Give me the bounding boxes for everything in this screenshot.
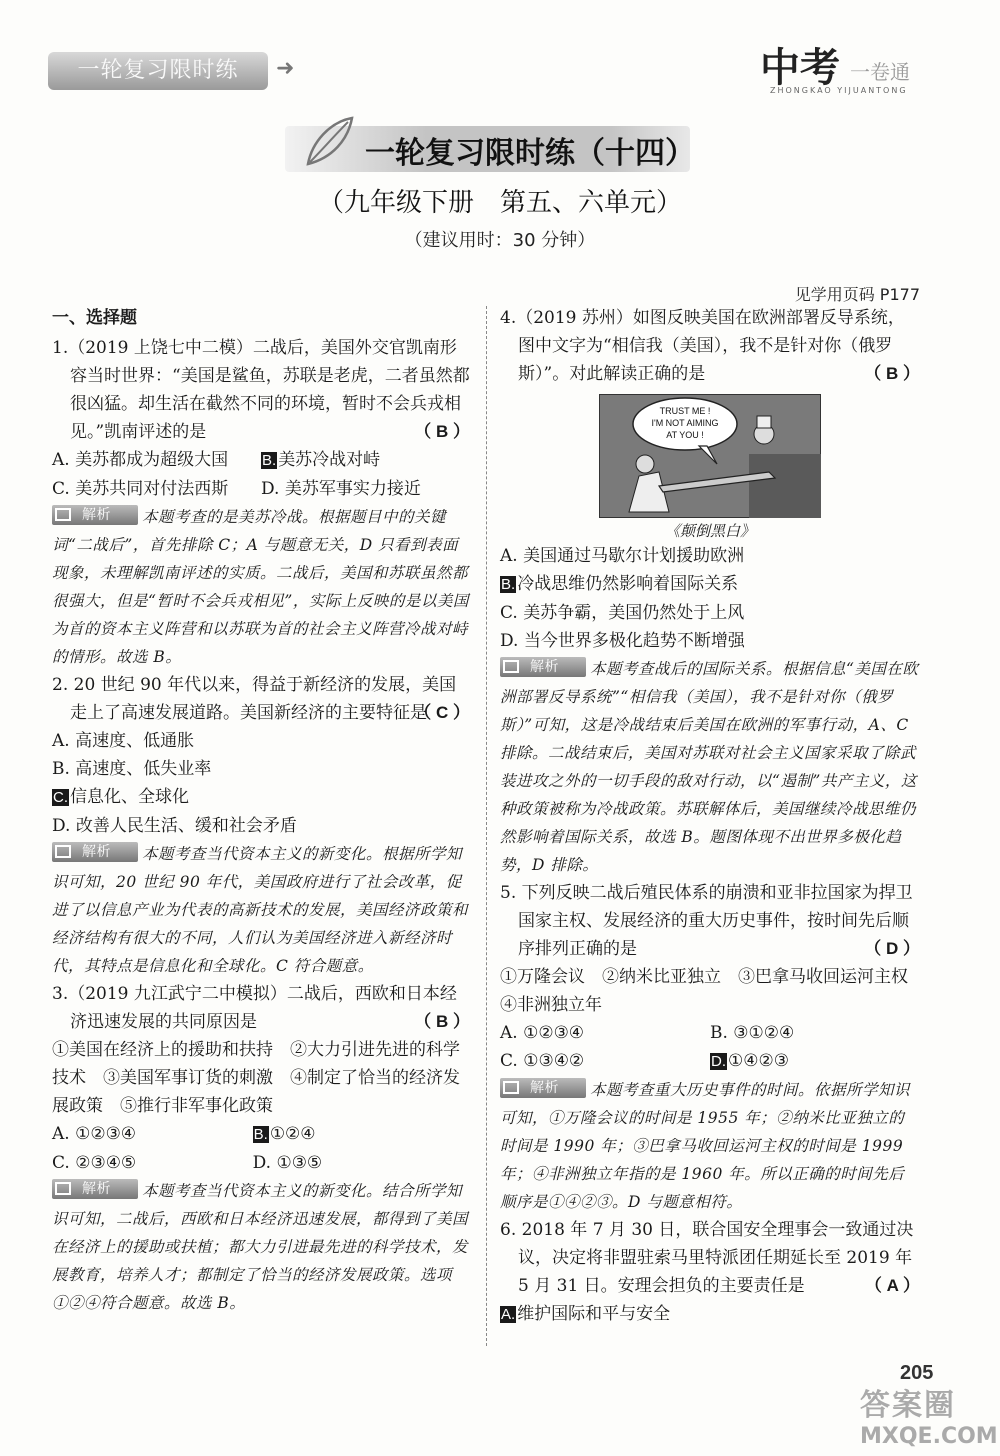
left-column <box>52 304 470 1317</box>
q1-option-d: D. 美苏军事实力接近 <box>261 479 421 499</box>
book-icon <box>55 508 71 521</box>
q4-analysis <box>500 655 920 879</box>
q5-d-text: ①④②③ <box>728 1051 789 1071</box>
bubble-line-2: I'M NOT AIMING <box>651 418 719 428</box>
q5-d-letter: D. <box>711 1053 726 1070</box>
page-subtitle: （九年级下册 第五、六单元） <box>317 188 682 218</box>
q5-items: ①万隆会议 ②纳米比亚独立 ③巴拿马收回运河主权 ④非洲独立年 <box>500 967 925 1015</box>
q2-option-a: A. 高速度、低通胀 <box>52 731 195 751</box>
q4-b-letter: B. <box>501 576 516 593</box>
book-icon <box>55 1182 71 1195</box>
q1-analysis <box>52 503 470 671</box>
q2-option-c <box>52 783 470 812</box>
cartoon-image <box>599 394 821 518</box>
q6-option-a <box>500 1300 920 1329</box>
q3-option-c: C. ②③④⑤ <box>52 1153 137 1173</box>
q5-option-a: A. ①②③④ <box>500 1023 585 1043</box>
bubble-line-1: TRUST ME ! <box>659 406 711 416</box>
q5-option-b: B. ③①②④ <box>710 1023 795 1043</box>
right-column <box>500 304 925 1329</box>
q6-answer: （ A ） <box>864 1276 920 1295</box>
q2-option-d: D. 改善人民生活、缓和社会矛盾 <box>52 816 297 836</box>
q4-option-d: D. 当今世界多极化趋势不断增强 <box>500 631 745 651</box>
question-2 <box>52 671 470 980</box>
analysis-badge: 解析 <box>500 657 586 677</box>
column-divider <box>486 306 487 1346</box>
q4-option-c: C. 美苏争霸，美国仍然处于上风 <box>500 603 745 623</box>
q2-stem: 2. 20 世纪 90 年代以来，得益于新经济的发展，美国走上了高速发展道路。美国新经济的主要特征是 <box>52 675 457 723</box>
q3-option-a: A. ①②③④ <box>52 1124 137 1144</box>
section-title: 一、选择题 <box>52 308 137 328</box>
question-3 <box>52 980 470 1317</box>
q5-option-c: C. ①③④② <box>500 1051 585 1071</box>
q2-analysis-text: 本题考查当代资本主义的新变化。根据所学知识可知，20 世纪 90 年代，美国政府进行了社会改革，促进了以信息产业为代表的高新技术的发展，美国经济政策和经济结构有很大的不同，人们认为美国经济进入新经济时代，其特点是信息化和全球化。C 符合题意。 <box>52 845 469 975</box>
q1-option-b <box>261 446 470 475</box>
book-icon <box>503 1081 519 1094</box>
q2-c-letter: C. <box>53 789 68 806</box>
q5-option-d <box>710 1047 920 1076</box>
q1-option-a: A. 美苏都成为超级大国 <box>52 450 229 470</box>
arrow-icon: ➜ <box>276 56 295 81</box>
page-number: 205 <box>900 1362 934 1384</box>
q3-stem: 3.（2019 九江武宁二中模拟）二战后，西欧和日本经济迅速发展的共同原因是 <box>52 984 457 1032</box>
q1-analysis-text: 本题考查的是美苏冷战。根据题目中的关键词“二战后”，首先排除 C；A 与题意无关，D 只看到表面现象，未理解凯南评述的实质。二战后，美国和苏联虽然都很强大，但是“暂时不会兵戎相见”，实际上反映的是以美国为首的资本主义阵营和以苏联为首的社会主义阵营冷战对峙的情形。故选 B。 <box>52 508 469 666</box>
q2-c-text: 信息化、全球化 <box>70 787 189 807</box>
q1-b-letter: B. <box>262 452 277 469</box>
question-4 <box>500 304 920 879</box>
question-5 <box>500 879 925 1216</box>
watermark-en: MXQE.COM <box>860 1424 998 1449</box>
analysis-badge: 解析 <box>500 1078 586 1098</box>
q5-analysis-text: 本题考查重大历史事件的时间。依据所学知识可知，①万隆会议的时间是 1955 年；②纳米比亚独立的时间是 1990 年；③巴拿马收回运河主权的时间是 1999 年；④非洲独立年指的是 1960 年。所以正确的时间先后顺序是①④②③。D 与题意相符。 <box>500 1081 911 1211</box>
q4-analysis-text: 本题考查战后的国际关系。根据信息“美国在欧洲部署反导系统”“相信我（美国），我不是针对你（俄罗斯）”可知，这是冷战结束后美国在欧洲的军事行动，A、C 排除。二战结束后，美国对苏联对社会主义国家采取了除武装进攻之外的一切手段的敌对行动，以“遏制”共产主义，这种政策被称为冷战政策。苏联解体后，美国继续冷战思维仍然影响着国际关系，故选 B。题图体现不出世界多极化趋势，D 排除。 <box>500 660 919 874</box>
watermark-cn: 答案圈 <box>860 1388 956 1423</box>
q3-option-b <box>253 1120 462 1149</box>
time-note: （建议用时：30 分钟） <box>404 230 596 251</box>
q5-stem: 5. 下列反映二战后殖民体系的崩溃和亚非拉国家为捍卫国家主权、发展经济的重大历史事件，按时间先后顺序排列正确的是 <box>500 883 913 959</box>
q3-analysis-text: 本题考查当代资本主义的新变化。结合所学知识可知，二战后，西欧和日本经济迅速发展，都得到了美国在经济上的援助或扶植；都大力引进最先进的科学技术，发展教育，培养人才；都制定了恰当的经济发展政策。选项①②④符合题意。故选 B。 <box>52 1182 469 1312</box>
q2-analysis <box>52 840 470 980</box>
brand-pinyin: ZHONGKAO YIJUANTONG <box>770 86 908 95</box>
cartoon-caption: 《颠倒黑白》 <box>664 522 755 540</box>
book-icon <box>55 845 71 858</box>
page-title: 一轮复习限时练（十四） <box>365 136 695 171</box>
q3-b-text: ①②④ <box>269 1124 316 1144</box>
q3-b-letter: B. <box>253 1126 268 1143</box>
q3-answer: （ B ） <box>414 1012 470 1031</box>
watermark-logo <box>860 1380 998 1450</box>
q2-option-b: B. 高速度、低失业率 <box>52 759 212 779</box>
leaf-icon <box>300 112 360 172</box>
series-banner: 一轮复习限时练 <box>48 52 268 90</box>
q6-a-letter: A. <box>501 1306 516 1323</box>
page-reference: 见学用页码 P177 <box>794 285 920 304</box>
book-icon <box>503 660 519 673</box>
q6-a-text: 维护国际和平与安全 <box>517 1304 671 1324</box>
q3-option-d: D. ①③⑤ <box>252 1153 323 1173</box>
analysis-badge: 解析 <box>52 1179 138 1199</box>
q4-b-text: 冷战思维仍然影响着国际关系 <box>517 574 739 594</box>
q1-b-text: 美苏冷战对峙 <box>278 450 381 470</box>
q3-analysis <box>52 1177 470 1317</box>
q5-analysis <box>500 1076 920 1216</box>
q5-answer: （ D ） <box>864 939 920 958</box>
q4-stem: 4.（2019 苏州）如图反映美国在欧洲部署反导系统，图中文字为“相信我（美国），我不是针对你（俄罗斯）”。对此解读正确的是 <box>500 308 905 384</box>
brand-sub: 一卷通 <box>850 60 910 84</box>
q1-option-c: C. 美苏共同对付法西斯 <box>52 479 229 499</box>
q4-option-b <box>500 570 920 599</box>
q4-answer: （ B ） <box>864 364 920 383</box>
q1-answer: （ B ） <box>414 422 470 441</box>
question-1 <box>52 334 470 671</box>
analysis-badge: 解析 <box>52 505 138 525</box>
question-6 <box>500 1216 920 1329</box>
brand-main: 中考 <box>760 44 840 91</box>
bubble-line-3: AT YOU ! <box>666 430 704 440</box>
q2-answer: （ C ） <box>414 703 470 722</box>
q4-option-a: A. 美国通过马歇尔计划援助欧洲 <box>500 546 745 566</box>
q3-items: ①美国在经济上的援助和扶持 ②大力引进先进的科学技术 ③美国军事订货的刺激 ④制定了恰当的经济发展政策 ⑤推行非军事化政策 <box>52 1040 460 1116</box>
q1-stem: 1.（2019 上饶七中二模）二战后，美国外交官凯南形容当时世界：“美国是鲨鱼，苏联是老虎，二者虽然都很凶猛。却生活在截然不同的环境，暂时不会兵戎相见。”凯南评述的是 <box>52 338 470 442</box>
analysis-badge: 解析 <box>52 842 138 862</box>
q6-stem: 6. 2018 年 7 月 30 日，联合国安全理事会一致通过决议，决定将非盟驻索马里特派团任期延长至 2019 年 5 月 31 日。安理会担负的主要责任是 <box>500 1220 914 1296</box>
brand-logo <box>760 36 940 100</box>
